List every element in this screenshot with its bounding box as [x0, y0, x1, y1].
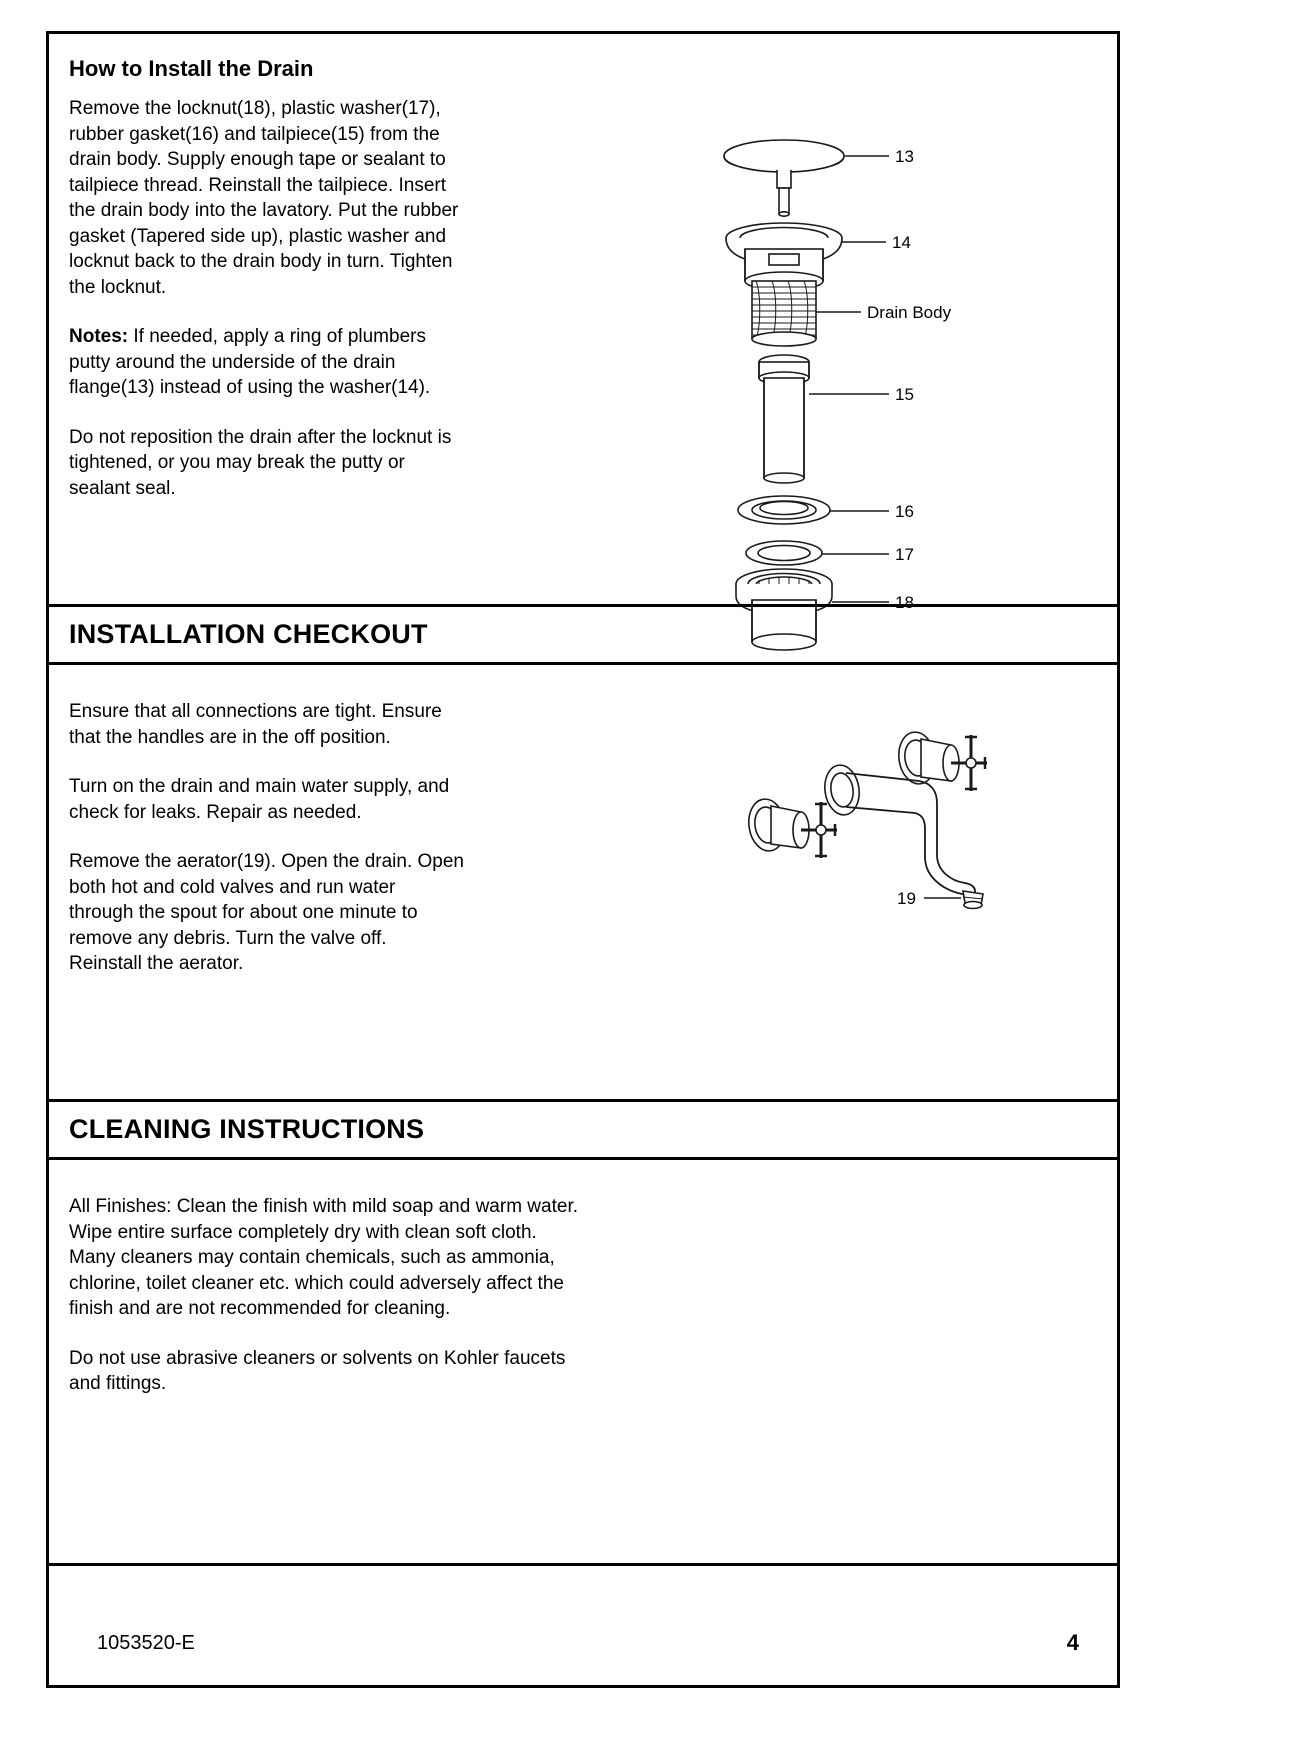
drain-exploded-diagram [649, 84, 1109, 612]
svg-text:14: 14 [892, 233, 911, 252]
svg-text:Drain Body: Drain Body [867, 303, 952, 322]
notes-text: If needed, apply a ring of plumbers putty around the underside of the drain flange(13) instead of using the washer(14). [69, 326, 431, 398]
svg-text:17: 17 [895, 545, 914, 564]
svg-text:13: 13 [895, 147, 914, 166]
svg-text:15: 15 [895, 385, 914, 404]
checkout-paragraph-3: Remove the aerator(19). Open the drain. Open both hot and cold valves and run water through the spout for about one minute to remove any debris. Turn the valve off. Reinstall the aerator. [69, 851, 465, 974]
document-number: 1053520-E [97, 1632, 195, 1654]
drain-paragraph-1: Remove the locknut(18), plastic washer(17), rubber gasket(16) and tailpiece(15) from the drain body. Supply enough tape or sealant to tailpiece thread. Reinstall the tailpiece. Insert the drain body into the lavatory. Put the rubber gasket (Tapered side up), plastic washer and locknut back to the drain body in turn. Tighten the locknut. [69, 98, 459, 298]
cleaning-section-text [69, 1194, 584, 1397]
checkout-title: INSTALLATION CHECKOUT [69, 619, 428, 649]
section-checkout-header [49, 604, 1117, 662]
drain-section-title: How to Install the Drain [69, 56, 314, 81]
document-page [46, 31, 1120, 1688]
svg-text:19: 19 [897, 889, 916, 908]
page-footer [49, 1563, 1117, 1685]
cleaning-paragraph-1: All Finishes: Clean the finish with mild soap and warm water. Wipe entire surface completely dry with clean soft cloth. Many cleaners may contain chemicals, such as ammonia, chlorine, toilet cleaner etc. which could adversely affect the finish and are not recommended for cleaning. [69, 1196, 579, 1319]
svg-text:18: 18 [895, 593, 914, 612]
drain-section-text [69, 96, 459, 501]
page-number: 4 [1066, 1630, 1079, 1655]
section-checkout-body [49, 662, 1117, 1099]
section-cleaning-header [49, 1099, 1117, 1157]
checkout-section-text [69, 699, 464, 977]
cleaning-paragraph-2: Do not use abrasive cleaners or solvents on Kohler faucets and fittings. [69, 1347, 566, 1394]
checkout-paragraph-2: Turn on the drain and main water supply, and check for leaks. Repair as needed. [69, 776, 450, 823]
svg-text:16: 16 [895, 502, 914, 521]
faucet-diagram [669, 695, 1099, 955]
cleaning-title: CLEANING INSTRUCTIONS [69, 1114, 425, 1144]
notes-label: Notes: [69, 326, 129, 347]
drain-paragraph-3: Do not reposition the drain after the locknut is tightened, or you may break the putty or sealant seal. [69, 426, 452, 499]
checkout-paragraph-1: Ensure that all connections are tight. Ensure that the handles are in the off position. [69, 701, 442, 748]
section-install-drain [49, 34, 1117, 612]
section-cleaning-body [49, 1157, 1117, 1563]
drain-paragraph-2 [69, 324, 459, 401]
